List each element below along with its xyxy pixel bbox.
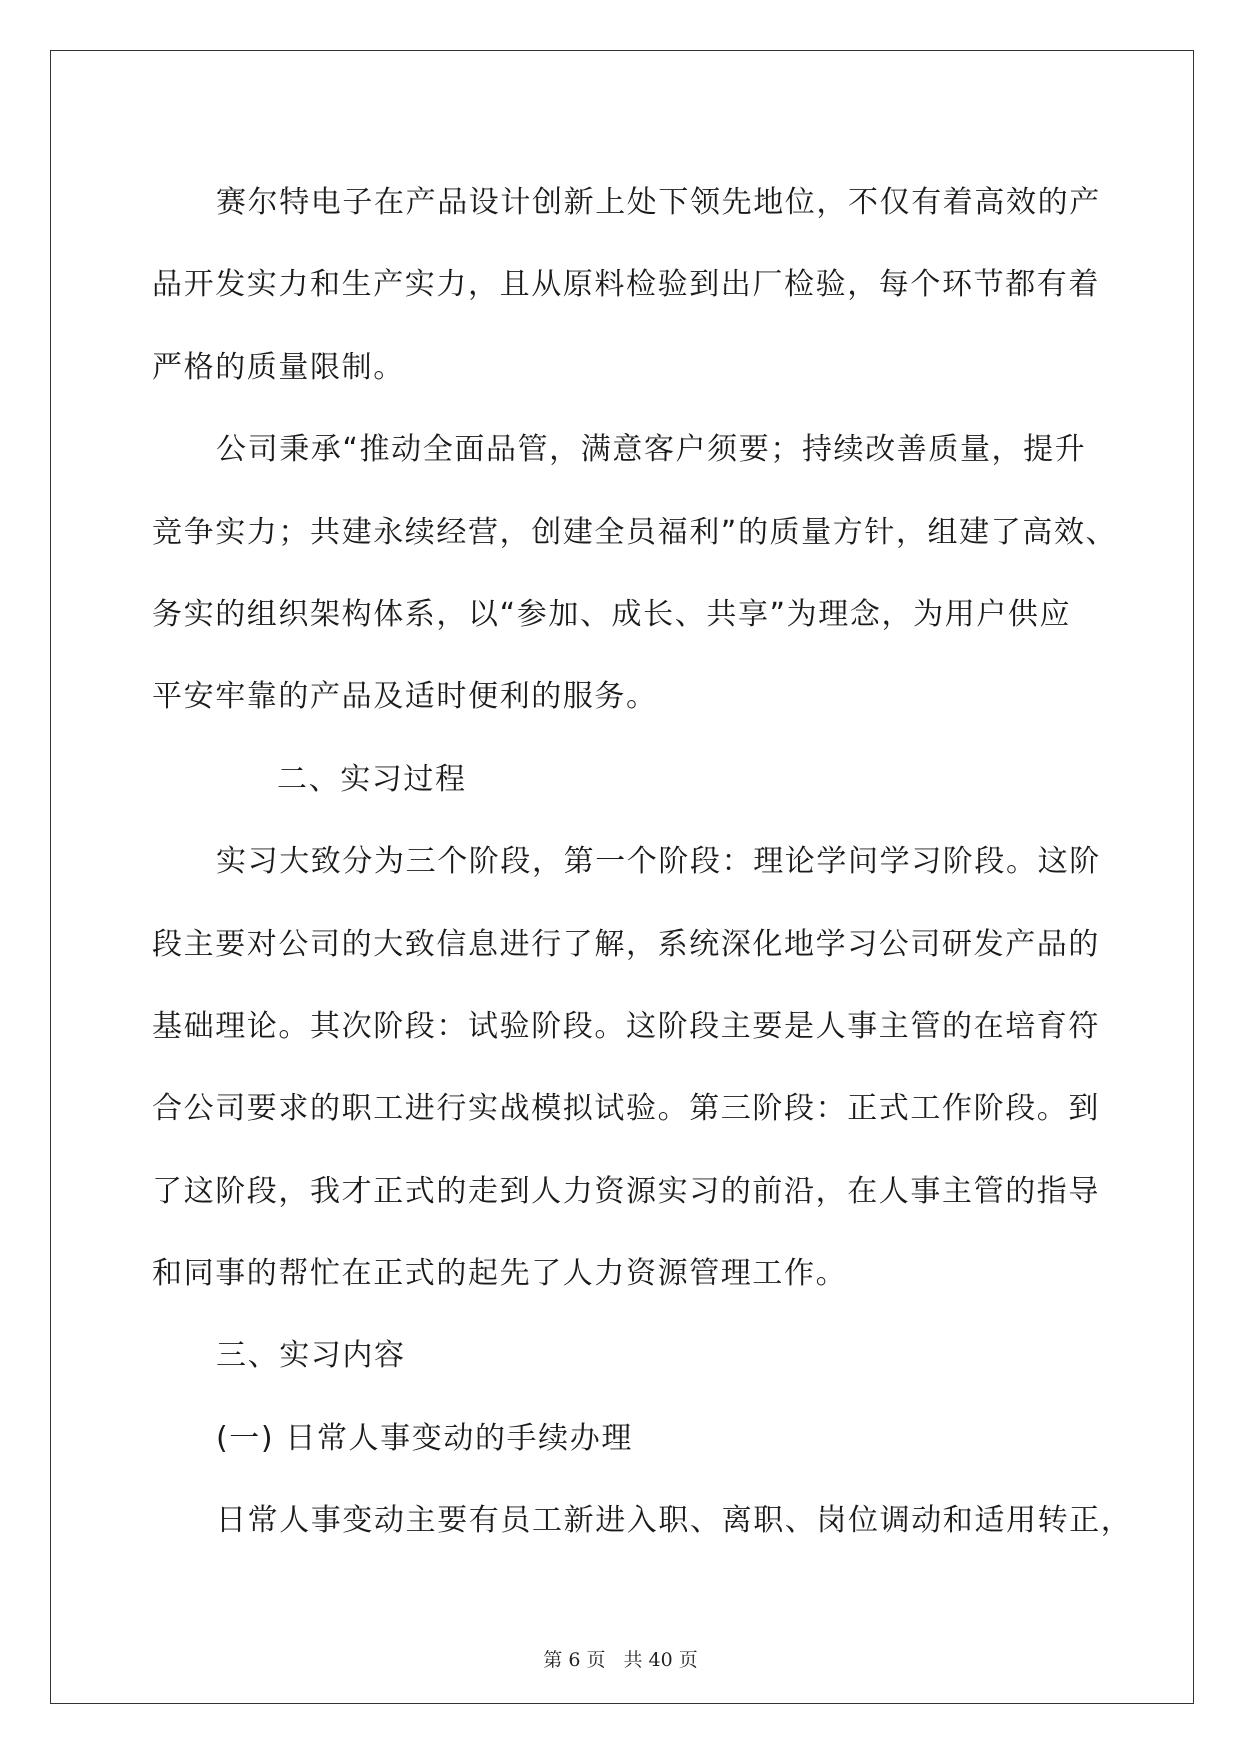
paragraph-line: 段主要对公司的大致信息进行了解，系统深化地学习公司研发产品的 bbox=[152, 926, 1100, 962]
page-footer bbox=[0, 1645, 1241, 1672]
paragraph-line: 平安牢靠的产品及适时便利的服务。 bbox=[152, 679, 658, 715]
subsection-heading: (一) 日常人事变动的手续办理 bbox=[216, 1420, 633, 1456]
paragraph-line: 了这阶段，我才正式的走到人力资源实习的前沿，在人事主管的指导 bbox=[152, 1173, 1100, 1209]
paragraph-line: 公司秉承“推动全面品管，满意客户须要；持续改善质量，提升 bbox=[216, 432, 1087, 468]
paragraph-line: 务实的组织架构体系，以“参加、成长、共享”为理念，为用户供应 bbox=[152, 596, 1072, 632]
paragraph-line: 赛尔特电子在产品设计创新上处下领先地位，不仅有着高效的产 bbox=[216, 185, 1101, 220]
section-heading: 三、实习内容 bbox=[216, 1338, 406, 1374]
paragraph-line: 基础理论。其次阶段：试验阶段。这阶段主要是人事主管的在培育符 bbox=[152, 1008, 1100, 1044]
section-heading: 二、实习过程 bbox=[277, 761, 467, 797]
paragraph-line: 严格的质量限制。 bbox=[152, 349, 405, 385]
paragraph-line: 合公司要求的职工进行实战模拟试验。第三阶段：正式工作阶段。到 bbox=[152, 1091, 1100, 1127]
paragraph-line: 实习大致分为三个阶段，第一个阶段：理论学问学习阶段。这阶 bbox=[216, 844, 1101, 880]
paragraph-line: 和同事的帮忙在正式的起先了人力资源管理工作。 bbox=[152, 1256, 848, 1292]
paragraph-line: 日常人事变动主要有员工新进入职、离职、岗位调动和适用转正， bbox=[216, 1503, 1133, 1539]
page-number: 第 6 页 bbox=[543, 1649, 606, 1671]
paragraph-line: 品开发实力和生产实力，且从原料检验到出厂检验，每个环节都有着 bbox=[152, 267, 1100, 303]
paragraph-line: 竞争实力；共建永续经营，创建全员福利”的质量方针，组建了高效、 bbox=[152, 514, 1118, 550]
document-body bbox=[152, 162, 1133, 1563]
page-total: 共 40 页 bbox=[623, 1649, 698, 1671]
